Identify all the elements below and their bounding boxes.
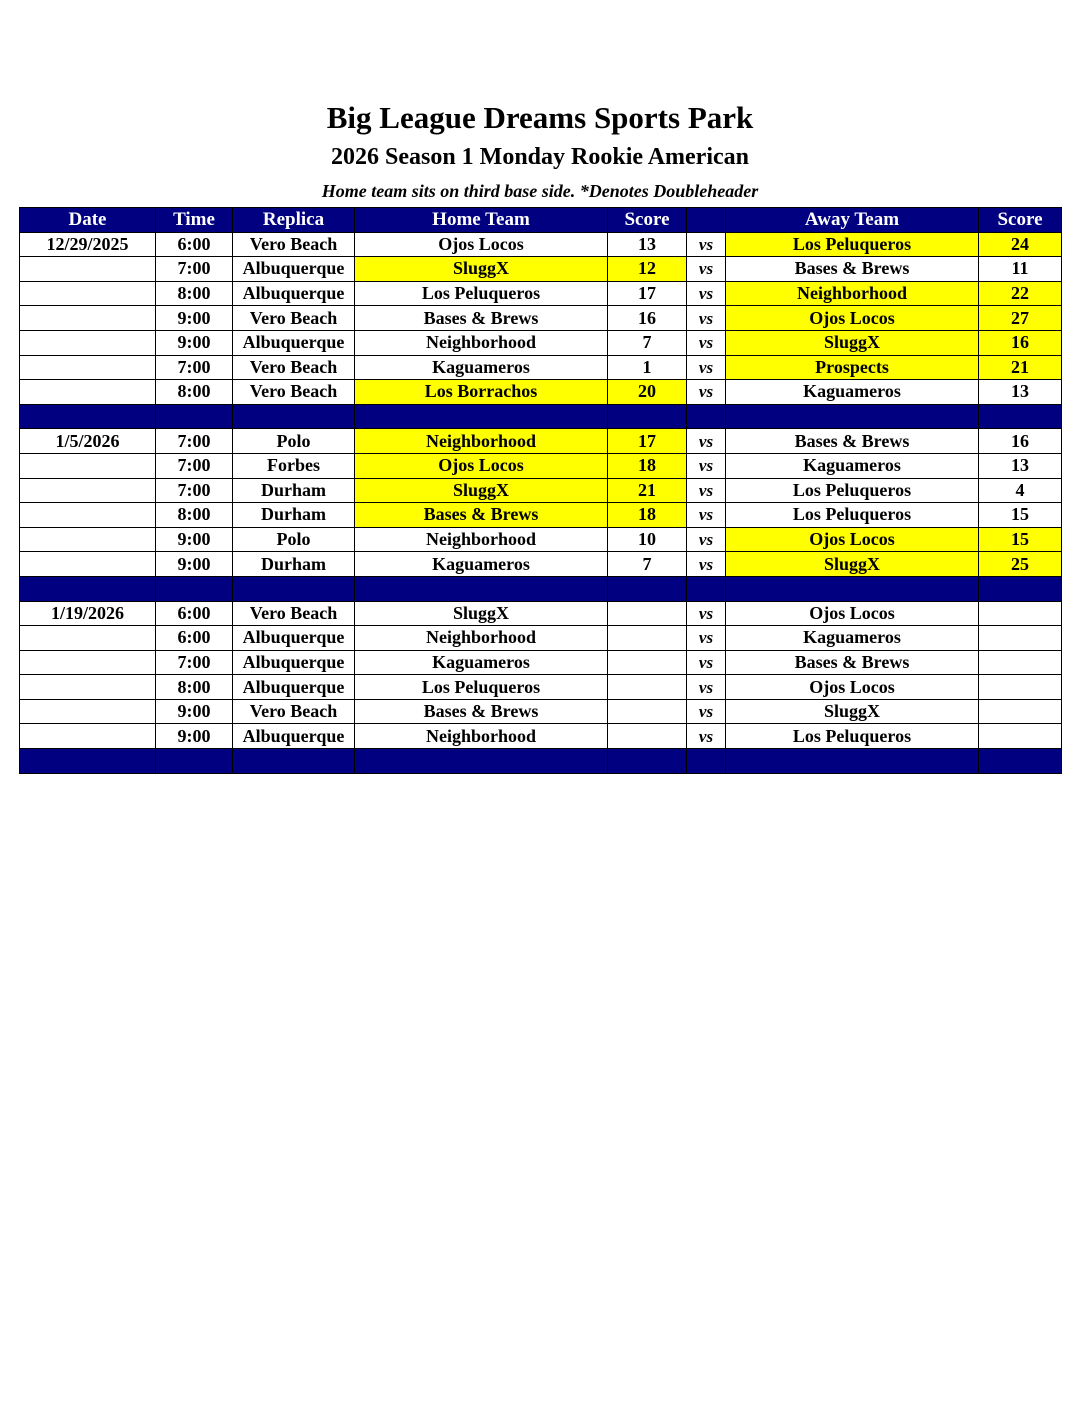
home-team: Los Peluqueros [355,281,608,306]
home-score: 12 [608,257,687,282]
vs-label: vs [687,699,726,724]
away-team: Bases & Brews [726,257,979,282]
vs-label: vs [687,503,726,528]
away-score: 24 [979,232,1062,257]
home-team: Neighborhood [355,626,608,651]
game-row [20,232,1062,257]
home-score: 17 [608,429,687,454]
home-score: 17 [608,281,687,306]
vs-label: vs [687,330,726,355]
home-team: Los Peluqueros [355,675,608,700]
away-score [979,675,1062,700]
home-team: Ojos Locos [355,453,608,478]
home-team: Kaguameros [355,650,608,675]
game-replica: Vero Beach [233,355,355,380]
game-row [20,257,1062,282]
game-replica: Albuquerque [233,650,355,675]
away-team: Los Peluqueros [726,503,979,528]
away-team: Ojos Locos [726,601,979,626]
game-time: 7:00 [156,429,233,454]
home-score: 21 [608,478,687,503]
home-team: SluggX [355,257,608,282]
game-time: 9:00 [156,699,233,724]
game-replica: Forbes [233,453,355,478]
home-team: Los Borrachos [355,380,608,405]
vs-label: vs [687,429,726,454]
separator-cell [355,404,608,429]
away-score: 4 [979,478,1062,503]
game-time: 8:00 [156,281,233,306]
separator-cell [687,576,726,601]
game-row [20,281,1062,306]
game-time: 9:00 [156,527,233,552]
game-row [20,650,1062,675]
separator-cell [608,749,687,774]
game-replica: Albuquerque [233,626,355,651]
away-team: SluggX [726,699,979,724]
game-date [20,699,156,724]
home-score: 1 [608,355,687,380]
separator-cell [608,404,687,429]
separator-cell [233,404,355,429]
separator-cell [233,749,355,774]
game-date: 1/19/2026 [20,601,156,626]
game-replica: Albuquerque [233,281,355,306]
away-score [979,650,1062,675]
home-score [608,650,687,675]
game-time: 6:00 [156,626,233,651]
separator-cell [979,749,1062,774]
home-score [608,626,687,651]
away-team: Los Peluqueros [726,724,979,749]
game-replica: Albuquerque [233,257,355,282]
game-date [20,675,156,700]
game-date [20,330,156,355]
separator-cell [20,576,156,601]
game-time: 8:00 [156,380,233,405]
vs-label: vs [687,675,726,700]
game-date [20,626,156,651]
game-replica: Polo [233,429,355,454]
separator-cell [156,576,233,601]
game-replica: Vero Beach [233,699,355,724]
game-replica: Durham [233,503,355,528]
away-score [979,626,1062,651]
vs-label: vs [687,281,726,306]
away-team: Los Peluqueros [726,232,979,257]
schedule-note: Home team sits on third base side. *Denotes Doubleheader [321,181,759,201]
away-score: 25 [979,552,1062,577]
game-row [20,675,1062,700]
game-time: 6:00 [156,232,233,257]
away-score: 13 [979,453,1062,478]
game-row [20,724,1062,749]
away-team: Neighborhood [726,281,979,306]
away-team: Kaguameros [726,380,979,405]
vs-label: vs [687,257,726,282]
away-team: Kaguameros [726,626,979,651]
league-subtitle: 2026 Season 1 Monday Rookie American [330,144,749,170]
away-score: 15 [979,527,1062,552]
game-row [20,380,1062,405]
header-home-team: Home Team [355,208,608,233]
game-replica: Vero Beach [233,306,355,331]
game-date [20,650,156,675]
away-score: 15 [979,503,1062,528]
game-time: 7:00 [156,478,233,503]
home-team: Kaguameros [355,552,608,577]
away-score: 27 [979,306,1062,331]
separator-cell [726,404,979,429]
separator-cell [156,749,233,774]
game-time: 7:00 [156,453,233,478]
game-row [20,429,1062,454]
vs-label: vs [687,527,726,552]
away-team: Bases & Brews [726,429,979,454]
home-team: Bases & Brews [355,699,608,724]
separator-cell [687,749,726,774]
header-replica: Replica [233,208,355,233]
week-separator-row [20,576,1062,601]
week-separator-row [20,749,1062,774]
header-home-score: Score [608,208,687,233]
vs-label: vs [687,380,726,405]
separator-cell [726,749,979,774]
separator-cell [355,749,608,774]
away-score [979,724,1062,749]
away-team: Los Peluqueros [726,478,979,503]
away-score: 22 [979,281,1062,306]
separator-cell [20,749,156,774]
home-score: 10 [608,527,687,552]
vs-label: vs [687,232,726,257]
game-time: 7:00 [156,650,233,675]
vs-label: vs [687,650,726,675]
separator-cell [608,576,687,601]
away-team: Ojos Locos [726,306,979,331]
home-team: Neighborhood [355,330,608,355]
game-row [20,527,1062,552]
home-score: 20 [608,380,687,405]
vs-label: vs [687,453,726,478]
page-title: Big League Dreams Sports Park [326,100,754,135]
game-date: 1/5/2026 [20,429,156,454]
away-score: 11 [979,257,1062,282]
game-date [20,724,156,749]
home-score [608,699,687,724]
header-time: Time [156,208,233,233]
game-time: 7:00 [156,355,233,380]
home-score [608,675,687,700]
game-row [20,601,1062,626]
separator-cell [156,404,233,429]
away-team: Kaguameros [726,453,979,478]
vs-label: vs [687,601,726,626]
vs-label: vs [687,552,726,577]
separator-cell [355,576,608,601]
home-team: Neighborhood [355,527,608,552]
game-date [20,380,156,405]
home-score: 16 [608,306,687,331]
game-replica: Vero Beach [233,380,355,405]
vs-label: vs [687,306,726,331]
game-row [20,626,1062,651]
game-replica: Durham [233,552,355,577]
home-team: Kaguameros [355,355,608,380]
separator-cell [233,576,355,601]
game-date [20,453,156,478]
game-replica: Vero Beach [233,601,355,626]
schedule-table [19,207,1062,774]
game-replica: Albuquerque [233,675,355,700]
header-vs [687,208,726,233]
schedule-body [20,232,1062,773]
home-score: 7 [608,330,687,355]
home-score: 18 [608,503,687,528]
game-date [20,552,156,577]
separator-cell [979,404,1062,429]
game-row [20,355,1062,380]
game-date [20,281,156,306]
game-date [20,503,156,528]
home-team: Neighborhood [355,724,608,749]
game-date [20,527,156,552]
game-time: 9:00 [156,306,233,331]
vs-label: vs [687,355,726,380]
game-time: 8:00 [156,503,233,528]
game-time: 8:00 [156,675,233,700]
game-replica: Durham [233,478,355,503]
away-team: SluggX [726,330,979,355]
game-date: 12/29/2025 [20,232,156,257]
game-date [20,478,156,503]
separator-cell [687,404,726,429]
away-team: SluggX [726,552,979,577]
game-replica: Albuquerque [233,724,355,749]
home-score: 7 [608,552,687,577]
away-score: 13 [979,380,1062,405]
home-team: Bases & Brews [355,306,608,331]
away-team: Ojos Locos [726,675,979,700]
away-score [979,601,1062,626]
separator-cell [20,404,156,429]
game-row [20,503,1062,528]
home-score [608,601,687,626]
separator-cell [726,576,979,601]
game-time: 6:00 [156,601,233,626]
away-team: Bases & Brews [726,650,979,675]
header-away-score: Score [979,208,1062,233]
game-row [20,453,1062,478]
game-row [20,330,1062,355]
home-score: 18 [608,453,687,478]
away-score: 16 [979,429,1062,454]
game-date [20,355,156,380]
header-date: Date [20,208,156,233]
home-team: Bases & Brews [355,503,608,528]
header-away-team: Away Team [726,208,979,233]
separator-cell [979,576,1062,601]
game-row [20,478,1062,503]
away-score: 21 [979,355,1062,380]
game-row [20,699,1062,724]
home-score [608,724,687,749]
away-team: Ojos Locos [726,527,979,552]
away-score [979,699,1062,724]
game-replica: Polo [233,527,355,552]
game-time: 7:00 [156,257,233,282]
week-separator-row [20,404,1062,429]
away-team: Prospects [726,355,979,380]
away-score: 16 [979,330,1062,355]
home-score: 13 [608,232,687,257]
game-time: 9:00 [156,330,233,355]
home-team: SluggX [355,601,608,626]
game-replica: Vero Beach [233,232,355,257]
game-replica: Albuquerque [233,330,355,355]
game-row [20,306,1062,331]
table-header-row [20,208,1062,233]
vs-label: vs [687,478,726,503]
vs-label: vs [687,724,726,749]
home-team: SluggX [355,478,608,503]
home-team: Ojos Locos [355,232,608,257]
home-team: Neighborhood [355,429,608,454]
game-time: 9:00 [156,552,233,577]
game-time: 9:00 [156,724,233,749]
game-row [20,552,1062,577]
game-date [20,306,156,331]
vs-label: vs [687,626,726,651]
game-date [20,257,156,282]
